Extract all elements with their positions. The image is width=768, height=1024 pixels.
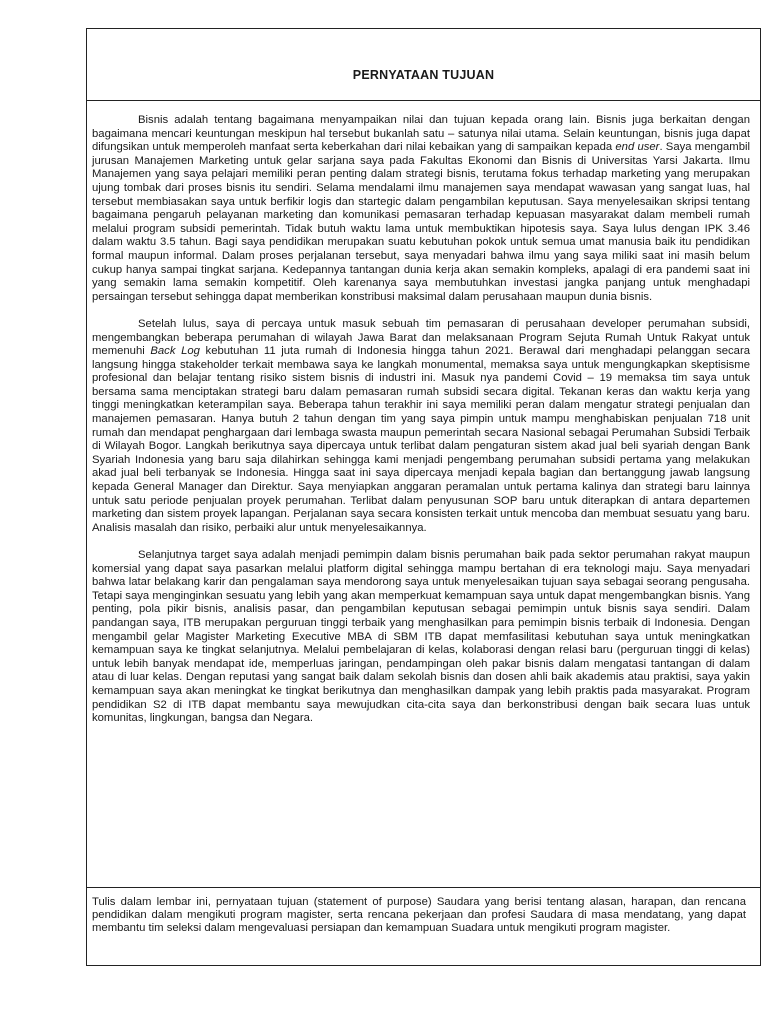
text-run: kebutuhan 11 juta rumah di Indonesia hingga tahun 2021. Berawal dari menghadapi pelanggan secara langsung hingga stakeholder terkait membawa saya ke langkah monumental, memaksa saya untuk mengungkapkan skeptisisme profesional dan belajar tentang risiko sistem bisnis di industri ini. Masuk nya pandemi Covid – 19 memaksa tim saya untuk bersama sama menciptakan strategi baru dalam pemasaran rumah subsidi secara digital. Tekanan keras dan waktu kerja yang tinggi meningkatkan keterampilan saya. Beberapa tahun terakhir ini saya memiliki peran dalam mengatur strategi penjualan dan manajemen pemasaran. Hanya butuh 2 tahun dengan tim yang saya pimpin untuk mampu menghabiskan penjualan 718 unit rumah dan mendapat penghargaan dari lembaga swasta maupun pemerintah secara Nasional sebagai Perumahan Subsidi Terbaik di Wilayah Bogor. Langkah berikutnya saya dipercaya untuk terlibat dalam pengaturan sistem akad jual beli syariah dengan Bank Syariah Indonesia yang baru saja dilahirkan sehingga kami menjadi pengembang perumahan subsidi pertama yang melakukan akad jual beli terbanyak se Indonesia. Hingga saat ini saya dipercaya menjadi kepala bagian dan bertanggung jawab langsung kepada General Manager dan Direktur. Saya menyiapkan anggaran peramalan untuk pertama kalinya dan strategi baru lainnya untuk satu periode penjualan proyek perumahan. Terlibat dalam penyusunan SOP baru untuk diterapkan di antara departemen marketing dan sistem proyek lapangan. Perjalanan saya secara konsisten terkait untuk mencoba dan membuat sesuatu yang baru. Analisis masalah dan risiko, perbaiki alur untuk menyelesaikannya. (92, 345, 750, 534)
statement-body (87, 101, 760, 888)
instruction-text: Tulis dalam lembar ini, pernyataan tujuan (statement of purpose) Saudara yang berisi tentang alasan, harapan, dan rencana pendidikan dalam mengikuti program magister, serta rencana pekerjaan dan profesi Saudara di masa mendatang, yang dapat membantu tim seleksi dalam mengevaluasi persiapan dan kemampuan Suadara untuk mengikuti program magister. (92, 896, 746, 935)
paragraph-1 (92, 114, 750, 304)
text-run: Bisnis adalah tentang bagaimana menyampaikan nilai dan tujuan kepada orang lain. Bisnis juga berkaitan dengan bagaimana mencari keuntungan meskipun hal tersebut bukanlah satu – satunya nilai utama. Selain keuntungan, bisnis juga dapat difungsikan untuk memperoleh manfaat serta keberkahan dari nilai kebaikan yang di sampaikan kepada (92, 114, 750, 154)
text-run: Setelah lulus, saya di percaya untuk masuk sebuah tim pemasaran di perusahaan developer perumahan subsidi, mengembangkan beberapa perumahan di wilayah Jawa Barat dan melaksanaan Program Sejuta Rumah Untuk Rakyat untuk memenuhi (92, 317, 750, 358)
text-run: Selanjutnya target saya adalah menjadi pemimpin dalam bisnis perumahan baik pada sektor perumahan rakyat maupun komersial yang dapat saya pasarkan melalui platform digital sehingga mampu bertahan di era teknologi maju. Saya menyadari bahwa latar belakang karir dan pengalaman saya mendorong saya untuk menyelesaikan tujuan saya sebagai seorang pengusaha. Tetapi saya menginginkan sesuatu yang lebih yang akan memperkuat kemampuan saya untuk dapat mengembangkan bisnis. Yang penting, pola pikir bisnis, analisis pasar, dan pengambilan keputusan sebagai pemimpin untuk bisnis saya sendiri. Dalam pandangan saya, ITB merupakan perguruan tinggi terbaik yang menghasilkan para pemimpin bisnis terbaik di Indonesia. Dengan mengambil gelar Magister Marketing Executive MBA di SBM ITB dapat memfasilitasi kebutuhan saya untuk meningkatkan kemampuan saya ke tingkat selanjutnya. Melalui pembelajaran di kelas, kolaborasi dengan relasi baru (perguruan tinggi di kelas) untuk lebih banyak mendapat ide, memperluas jaringan, pendampingan oleh pakar bisnis dalam mengatasi tantangan di dalam atau di luar kelas. Dengan reputasi yang sangat baik dalam sekolah bisnis dan dosen ahli baik akademis atau praktisi, saya yakin kemampuan saya akan meningkat ke tingkat berikutnya dan menghasilkan dampak yang lebih praktis pada masyarakat. Program pendidikan S2 di ITB dapat membantu saya mewujudkan cita-cita saya dan berkonstribusi dengan baik secara luas untuk komunitas, lingkungan, bangsa dan Negara. (92, 549, 750, 725)
page-title: PERNYATAAN TUJUAN (352, 67, 495, 82)
italic-term: end user (615, 141, 660, 154)
paragraph-3 (92, 549, 750, 726)
text-run: . Saya mengambil jurusan Manajemen Marketing untuk gelar sarjana saya pada Fakultas Ekonomi dan Bisnis di Universitas Yarsi Jakarta. Ilmu Manajemen yang saya pelajari memiliki peran penting dalam strategi bisnis, terutama fokus terhadap marketing yang merupakan ujung tombak dari proses bisnis itu sendiri. Selama mendalami ilmu manajemen saya mendapat wawasan yang sangat luas, hal tersebut membiasakan saya untuk berfikir logis dan startegic dalam pengambilan keputusan. Saya menyelesaikan skripsi tentang bagaimana pengaruh pelayanan marketing dan komunikasi pemasaran terhadap kepuasan masyarakat dalam membeli rumah melalui program subsidi pemerintah. Tidak butuh waktu lama untuk membuktikan hipotesis saya. Saya lulus dengan IPK 3.46 dalam waktu 3.5 tahun. Bagi saya pendidikan merupakan suatu kebutuhan pokok untuk semua umat manusia baik itu pendidikan formal maupun informal. Dalam proses perjalanan tersebut, saya menyadari bahwa ilmu yang saya miliki saat ini masih belum cukup hanya sampai tingkat sarjana. Kedepannya tantangan dunia kerja akan semakin kompleks, apalagi di era pandemi saat ini yang semakin lama semakin kompetitif. Oleh karenanya saya membutuhkan investasi jangka panjang untuk menghadapi persaingan tersebut sehingga dapat memberikan konstribusi maksimal dalam perusahaan maupun dunia bisnis. (92, 141, 750, 303)
title-row (87, 29, 760, 101)
italic-term: Back Log (150, 345, 200, 358)
paragraph-2 (92, 318, 750, 536)
statement-form (86, 28, 761, 966)
